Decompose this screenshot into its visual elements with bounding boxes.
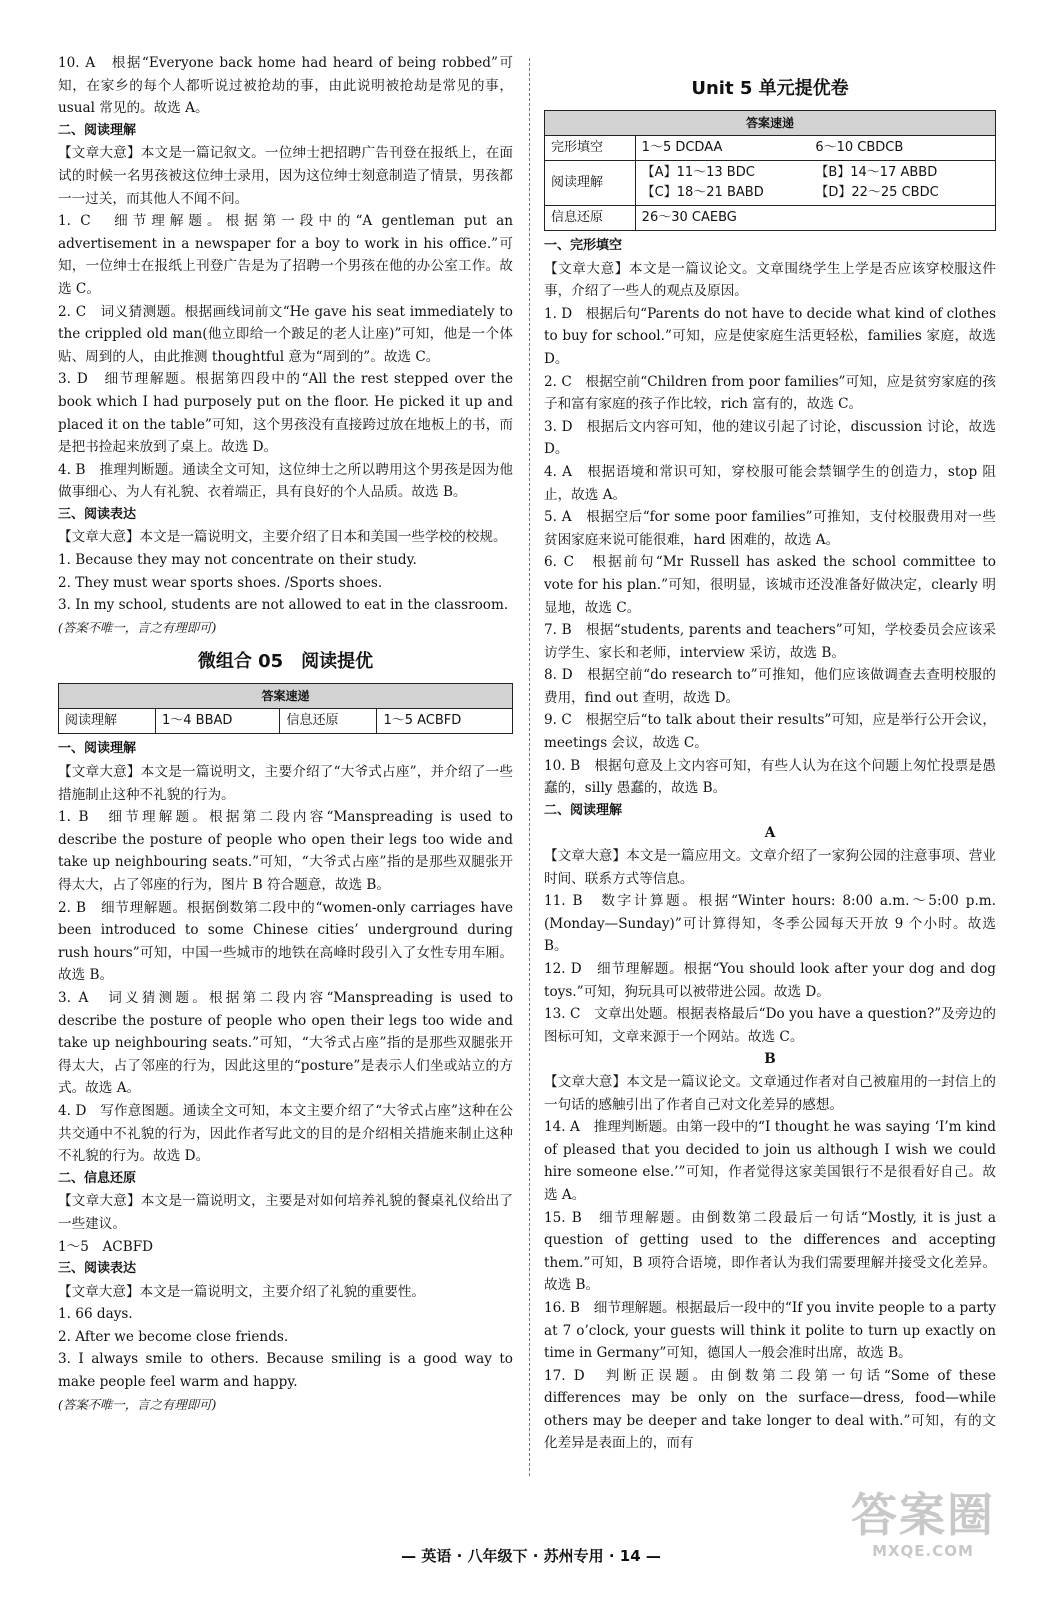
u4-expression-summary: 【文章大意】本文是一篇说明文，主要介绍了日本和美国一些学校的校规。 <box>58 529 507 546</box>
u4-expression-1: 1. Because they may not concentrate on their study. <box>58 552 417 569</box>
u5-reading-17: 17. D 判断正误题。由倒数第二段第一句话“Some of these differences may be only on the surface—dress, food—while others may be deeper and take longer to deal with.”可知，有的文化差异是表面上的，而有 <box>544 1367 996 1452</box>
u4-reading-summary: 【文章大意】本文是一篇记叙文。一位绅士把招聘广告刊登在报纸上，在面试的时候一名男孩被这位绅士录用，因为这位绅士刻意制造了情景，男孩都一一过关，而其他人不闻不问。 <box>58 145 513 207</box>
u5-cloze-10: 10. B 根据句意及上文内容可知，有些人认为在这个问题上匆忙投票是愚蠢的，silly 愚蠢的，故选 B。 <box>544 757 996 797</box>
mg-reading-1: 1. B 细节理解题。根据第二段内容“Manspreading is used to describe the posture of people who open their legs too wide and take up neighbouring seats.”可知，“大爷式占座”指的是那些双腿张开得太大，占了邻座的行为，图片 B 符合题意，故选 B。 <box>58 809 513 893</box>
u5-reading-14: 14. A 推理判断题。由第一段中的“I thought he was saying ‘I’m kind of pleased that you decided to join us although I wish we could hire someone else.’”可知，作者觉得这家美国银行不是很看好自己。故选 A。 <box>544 1119 996 1203</box>
mg-section-reading: 一、阅读理解 <box>58 741 137 757</box>
page-footer: — 英语 · 八年级下 · 苏州专用 · 14 — <box>401 1547 661 1565</box>
mg-expression-2: 2. After we become close friends. <box>58 1328 289 1345</box>
unit5-title: Unit 5 单元提优卷 <box>691 78 849 99</box>
mg-section-expression: 三、阅读表达 <box>58 1261 137 1277</box>
u5-cloze-7: 7. B 根据“students, parents and teachers”可知，学校委员会应该采访学生、家长和老师，interview 采访，故选 B。 <box>544 622 996 661</box>
mg-reading-2: 2. B 细节理解题。根据倒数第二段中的“women-only carriages have been introduced to some Chinese cities’ underground during rush hours”可知，中国一些城市的地铁在高峰时段引入了女性专用车厢。故选 B。 <box>58 899 513 984</box>
u5-reading-11: 11. B 数字计算题。根据“Winter hours: 8:00 a.m.～5:00 p.m. (Monday—Sunday)”可计算得知，冬季公园每天开放 9 个小时。故选 B。 <box>544 893 996 955</box>
u5-cloze-9: 9. C 根据空后“to talk about their results”可知，应是举行公开会议，meetings 会议，故选 C。 <box>544 712 996 752</box>
u4-reading-2: 2. C 词义猜测题。根据画线词前文“He gave his seat immediately to the crippled old man(他立即给一个跛足的老人让座)”可知，他是一个体贴、周到的人，由此推测 thoughtful 意为“周到的”。故选 C。 <box>58 303 513 365</box>
answer-cloze-2: 6～10 CBDCB <box>815 140 904 155</box>
micro-group-title: 微组合 05 阅读提优 <box>197 651 374 673</box>
answer-label-reading: 阅读理解 <box>545 161 636 206</box>
u5-reading-12: 12. D 细节理解题。根据“You should look after your dog and dog toys.”可知，狗玩具可以被带进公园。故选 D。 <box>544 961 996 1000</box>
u5-part-a: A <box>764 825 776 842</box>
u4-expression-note: (答案不唯一，言之有理即可) <box>58 619 217 635</box>
answer-reading-d: 【D】22～25 CBDC <box>815 185 939 200</box>
u5-reading-15: 15. B 细节理解题。由倒数第二段最后一句话“Mostly, it is just a question of getting used to the differences and accepting them.”可知，B 项符合语境，即作者认为我们需要理解并接受文化差异。故选 B。 <box>544 1209 996 1294</box>
u5-reading-13: 13. C 文章出处题。根据表格最后“Do you have a question?”及旁边的图标可知，文章来源于一个网站。故选 C。 <box>544 1006 996 1045</box>
mg-reading-4: 4. D 写作意图题。通读全文可知，本文主要介绍了“大爷式占座”这种在公共交通中不礼貌的行为，因此作者写此文的目的是介绍相关措施来制止这种不礼貌的行为。故选 D。 <box>58 1102 513 1165</box>
unit5-answer-table <box>544 110 996 231</box>
answer-table-header: 答案速递 <box>59 684 513 709</box>
mg-expression-1: 1. 66 days. <box>58 1306 133 1323</box>
u5-cloze-5: 5. A 根据空后“for some poor families”可推知，支付校服费用对一些贫困家庭来说可能很难，hard 困难的，故选 A。 <box>544 509 996 548</box>
u5-cloze-1: 1. D 根据后句“Parents do not have to decide what kind of clothes to buy for school.”可知，应是使家庭生活更轻松，families 家庭，故选 D。 <box>544 305 996 367</box>
u5-cloze-4: 4. A 根据语境和常识可知，穿校服可能会禁锢学生的创造力，stop 阻止，故选 A。 <box>544 463 996 503</box>
answer-value-reading: 1～4 BBAD <box>156 709 280 734</box>
u4-reading-1: 1. C 细节理解题。根据第一段中的“A gentleman put an advertisement in a newspaper for a boy to work in his office.”可知，一位绅士在报纸上刊登广告是为了招聘一个男孩在他的办公室工作。故选 C。 <box>58 213 513 297</box>
mg-reading-3: 3. A 词义猜测题。根据第二段内容“Manspreading is used to describe the posture of people who open their legs too wide and take up neighbouring seats.”可知，“大爷式占座”指的是那些双腿张开得太大，占了邻座的行为，因此这里的“posture”是表示人们坐或站立的方式。故选 A。 <box>58 989 513 1097</box>
answer-reading-c: 【C】18～21 BABD <box>641 185 764 200</box>
answer-label-cloze: 完形填空 <box>545 136 636 161</box>
answer-label-reading: 阅读理解 <box>59 709 156 734</box>
u5-cloze-8: 8. D 根据空前“do research to”可推知，他们应该做调查去查明校服的费用，find out 查明，故选 D。 <box>544 667 996 706</box>
u5-section-cloze: 一、完形填空 <box>544 238 623 253</box>
u4-section-expression: 三、阅读表达 <box>58 506 137 522</box>
left-column <box>58 52 513 1416</box>
u4-reading-3: 3. D 细节理解题。根据第四段中的“All the rest stepped over the book which I had purposely put on the floor. He picked it up and placed it on the table”可知，这个男孩没有直接跨过放在地板上的书，而是把书捡起来放到了桌上。故选 D。 <box>58 371 513 456</box>
mg-expression-note: (答案不唯一，言之有理即可) <box>58 1396 217 1412</box>
watermark-url: MXQE.COM <box>872 1542 974 1560</box>
answer-reading-b: 【B】14～17 ABBD <box>815 165 938 180</box>
answer-label-info: 信息还原 <box>545 206 636 231</box>
u5-part-a-summary: 【文章大意】本文是一篇应用文。文章介绍了一家狗公园的注意事项、营业时间、联系方式等信息。 <box>544 848 996 887</box>
u5-cloze-3: 3. D 根据后文内容可知，他的建议引起了讨论，discussion 讨论，故选 D。 <box>544 418 996 458</box>
mg-reading-summary: 【文章大意】本文是一篇说明文，主要介绍了“大爷式占座”，并介绍了一些措施制止这种不礼貌的行为。 <box>58 764 513 803</box>
micro-group-answer-table <box>58 683 513 734</box>
u5-part-b: B <box>764 1051 776 1068</box>
u5-cloze-summary: 【文章大意】本文是一篇议论文。文章围绕学生上学是否应该穿校服这件事，介绍了一些人的观点及原因。 <box>544 260 996 300</box>
mg-info-summary: 【文章大意】本文是一篇说明文，主要是对如何培养礼貌的餐桌礼仪给出了一些建议。 <box>58 1193 513 1232</box>
u5-section-reading: 二、阅读理解 <box>544 802 623 818</box>
right-column <box>544 52 996 1455</box>
u4-q10: 10. A 根据“Everyone back home had heard of being robbed”可知，在家乡的每个人都听说过被抢劫的事，由此说明被抢劫是常见的事，usual 常见的。故选 A。 <box>58 55 513 117</box>
u5-cloze-2: 2. C 根据空前“Children from poor families”可知，应是贫穷家庭的孩子和富有家庭的孩子作比较，rich 富有的，故选 C。 <box>544 373 996 413</box>
mg-info-answers: 1～5 ACBFD <box>58 1238 154 1255</box>
u5-part-b-summary: 【文章大意】本文是一篇议论文。文章通过作者对自己被雇用的一封信上的一句话的感触引出了作者自己对文化差异的感想。 <box>544 1073 996 1113</box>
mg-expression-summary: 【文章大意】本文是一篇说明文，主要介绍了礼貌的重要性。 <box>58 1283 426 1300</box>
u5-cloze-6: 6. C 根据前句“Mr Russell has asked the school committee to vote for his plan.”可知，很明显，该城市还没准备好做决定，clearly 明显地，故选 C。 <box>544 554 996 616</box>
mg-section-info: 二、信息还原 <box>58 1170 137 1186</box>
answer-reading-a: 【A】11～13 BDC <box>641 165 755 180</box>
u4-section-reading: 二、阅读理解 <box>58 122 137 138</box>
answer-label-info: 信息还原 <box>280 709 377 734</box>
answer-table-header: 答案速递 <box>545 111 996 136</box>
watermark-text: 答案圈 <box>851 1488 995 1542</box>
answer-info-value: 26～30 CAEBG <box>635 206 995 231</box>
mg-expression-3: 3. I always smile to others. Because smiling is a good way to make people feel warm and happy. <box>58 1351 513 1391</box>
u4-reading-4: 4. B 推理判断题。通读全文可知，这位绅士之所以聘用这个男孩是因为他做事细心、为人有礼貌、衣着端正，具有良好的个人品质。故选 B。 <box>58 461 513 501</box>
u5-reading-16: 16. B 细节理解题。根据最后一段中的“If you invite people to a party at 7 o’clock, your guests will think it polite to turn up exactly on time in Germany”可知，德国人一般会准时出席，故选 B。 <box>544 1299 996 1362</box>
column-divider <box>529 58 530 1476</box>
u4-expression-2: 2. They must wear sports shoes. /Sports shoes. <box>58 574 383 591</box>
u4-expression-3: 3. In my school, students are not allowed to eat in the classroom. <box>58 597 509 614</box>
answer-cloze-1: 1～5 DCDAA <box>641 140 723 155</box>
answer-value-info: 1～5 ACBFD <box>377 709 513 734</box>
